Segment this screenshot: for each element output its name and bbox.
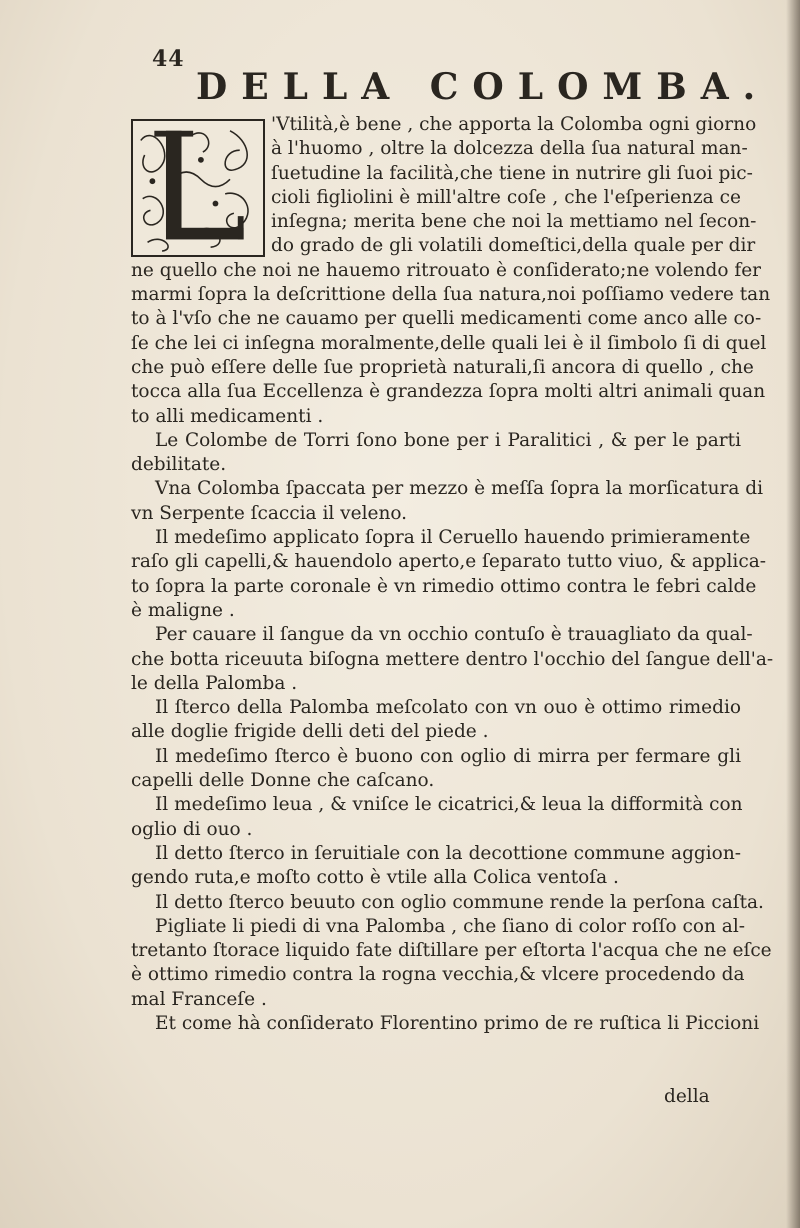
- text-line: do grado de gli volatili domeſtici,della quale per dir: [271, 235, 756, 257]
- text-line: raſo gli capelli,& hauendolo aperto,e ſeparato tutto viuo, & applica-: [131, 551, 766, 573]
- text-line: cioli figliolini è mill'altre coſe , che l'eſperienza ce: [271, 186, 741, 208]
- text-line: Il detto ſterco beuuto con oglio commune rende la perſona caſta.: [155, 891, 764, 913]
- text-line: marmi ſopra la deſcrittione della ſua natura,noi poſſiamo vedere tan: [131, 284, 771, 306]
- text-line: Il medeſimo ſterco è buono con oglio di mirra per fermare gli: [155, 745, 741, 767]
- text-line: tocca alla ſua Eccellenza è grandezza ſopra molti altri animali quan: [131, 381, 766, 403]
- text-line: 'Vtilità,è bene , che apporta la Colomba ogni giorno: [271, 114, 757, 135]
- text-line: to alli medicamenti .: [131, 405, 324, 427]
- text-line: Per cauare il ſangue da vn occhio contuſo è trauagliato da qual-: [155, 624, 753, 646]
- page-number: 44: [152, 46, 185, 72]
- text-line: mal Franceſe .: [131, 988, 267, 1010]
- running-head: DELLA COLOMBA.: [196, 66, 770, 108]
- text-line: che botta riceuuta biſogna mettere dentro l'occhio del ſangue dell'a-: [131, 648, 774, 670]
- text-line: oglio di ouo .: [131, 818, 253, 840]
- text-line: inſegna; merita bene che noi la mettiamo nel ſecon-: [271, 211, 757, 233]
- page-gutter-shadow: [786, 0, 800, 1228]
- text-line: capelli delle Donne che caſcano.: [131, 770, 435, 792]
- text-line: Le Colombe de Torri ſono bone per i Paralitici , & per le parti: [155, 429, 741, 451]
- text-line: Et come hà conſiderato Florentino primo de re ruſtica li Piccioni: [155, 1012, 760, 1034]
- text-line: Il medeſimo applicato ſopra il Ceruello hauendo primieramente: [155, 527, 751, 549]
- text-line: to à l'vſo che ne cauamo per quelli medicamenti come anco alle co-: [131, 308, 762, 330]
- text-line: to ſopra la parte coronale è vn rimedio ottimo contra le febri calde: [131, 575, 757, 597]
- text-line: Il medeſimo leua , & vniſce le cicatrici,& leua la difformità con: [155, 794, 743, 816]
- text-line: Il ſterco della Palomba meſcolato con vn ouo è ottimo rimedio: [155, 697, 741, 719]
- text-line: à l'huomo , oltre la dolcezza della ſua natural man-: [271, 138, 748, 160]
- text-line: è maligne .: [131, 599, 235, 621]
- text-line: tretanto ſtorace liquido fate diſtillare per eſtorta l'acqua che ne eſce: [131, 940, 772, 962]
- text-line: alle doglie frigide delli deti del piede .: [131, 721, 489, 743]
- text-line: Il detto ſterco in ſeruitiale con la decottione commune aggion-: [155, 842, 741, 864]
- text-line: ſuetudine la facilità,che tiene in nutrire gli ſuoi pic-: [271, 162, 753, 184]
- text-line: gendo ruta,e moſto cotto è vtile alla Colica ventoſa .: [131, 867, 619, 889]
- text-line: che può eſſere delle ſue proprietà naturali,ſi ancora di quello , che: [131, 356, 754, 378]
- text-line: ſe che lei ci inſegna moralmente,delle quali lei è il ſimbolo ſi di quel: [131, 332, 767, 354]
- text-line: le della Palomba .: [131, 672, 298, 694]
- text-line: è ottimo rimedio contra la rogna vecchia,& vlcere procedendo da: [131, 964, 745, 986]
- text-line: debilitate.: [131, 454, 227, 476]
- text-line: ne quello che noi ne hauemo ritrouato è conſiderato;ne volendo fer: [131, 259, 762, 281]
- text-line: vn Serpente ſcaccia il veleno.: [131, 502, 408, 524]
- body-text: [131, 113, 774, 1036]
- text-line: Vna Colomba ſpaccata per mezzo è meſſa ſopra la morſicatura di: [155, 478, 764, 500]
- catchword: della: [664, 1086, 710, 1107]
- text-line: Pigliate li piedi di vna Palomba , che ſiano di color roſſo con al-: [155, 915, 746, 937]
